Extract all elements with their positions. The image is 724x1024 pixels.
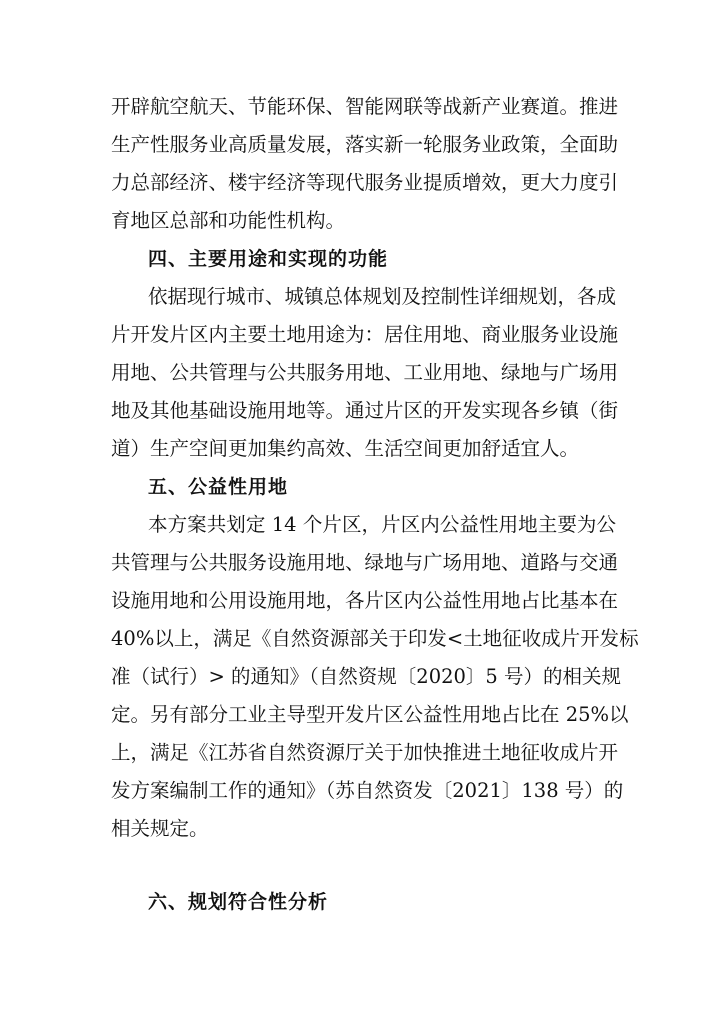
section-heading-4: 四、主要用途和实现的功能 [148,248,389,270]
paragraph-line: 准（试行）> 的通知》（自然资规〔2020〕5 号）的相关规 [111,665,622,688]
paragraph-line: 上，满足《江苏省自然资源厅关于加快推进土地征收成片开 [111,741,619,764]
paragraph-line: 生产性服务业高质量发展，落实新一轮服务业政策，全面助 [111,133,619,156]
paragraph-line: 开辟航空航天、节能环保、智能网联等战新产业赛道。推进 [111,95,619,118]
paragraph-line: 发方案编制工作的通知》（苏自然资发〔2021〕138 号）的 [111,779,624,802]
paragraph-line: 依据现行城市、城镇总体规划及控制性详细规划，各成 [148,285,617,308]
paragraph-line: 40%以上，满足《自然资源部关于印发<土地征收成片开发标 [111,627,639,650]
paragraph-line: 共管理与公共服务设施用地、绿地与广场用地、道路与交通 [111,551,619,574]
paragraph-line: 用地、公共管理与公共服务用地、工业用地、绿地与广场用 [111,361,619,384]
paragraph-line: 定。另有部分工业主导型开发片区公益性用地占比在 25%以 [111,703,629,726]
paragraph-line: 相关规定。 [111,817,209,840]
paragraph-line: 道）生产空间更加集约高效、生活空间更加舒适宜人。 [111,437,580,460]
paragraph-line: 本方案共划定 14 个片区，片区内公益性用地主要为公 [148,513,616,536]
paragraph-line: 设施用地和公用设施用地，各片区内公益性用地占比基本在 [111,589,619,612]
section-heading-5: 五、公益性用地 [148,476,289,498]
paragraph-line: 地及其他基础设施用地等。通过片区的开发实现各乡镇（街 [111,399,619,422]
paragraph-line: 育地区总部和功能性机构。 [111,209,346,232]
section-heading-6: 六、规划符合性分析 [148,891,329,913]
paragraph-line: 片开发片区内主要土地用途为：居住用地、商业服务业设施 [111,323,619,346]
paragraph-line: 力总部经济、楼宇经济等现代服务业提质增效，更大力度引 [111,171,619,194]
